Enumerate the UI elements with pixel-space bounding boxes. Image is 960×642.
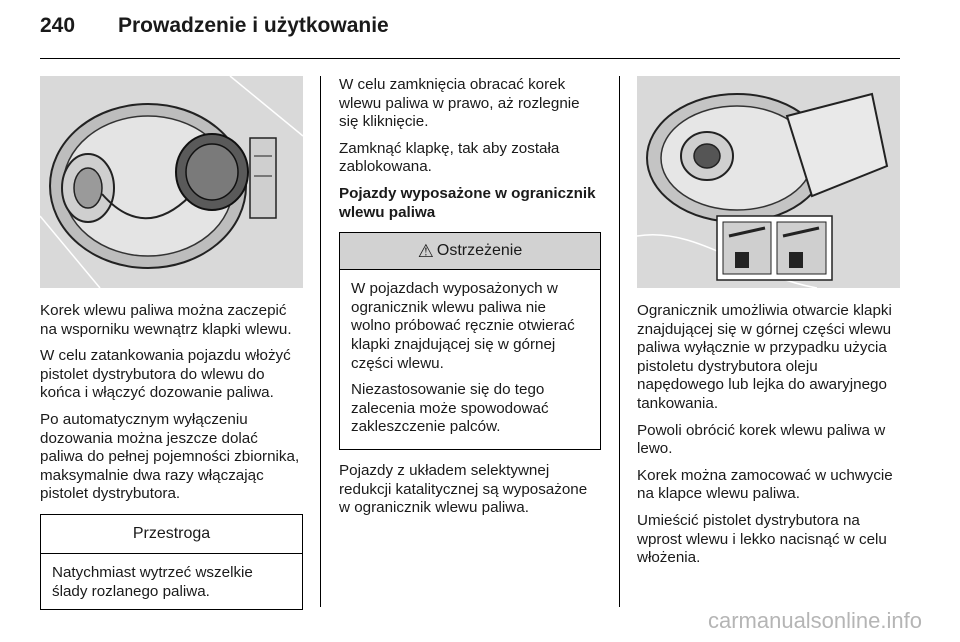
paragraph: Korek wlewu paliwa można zaczepić na wsporniku wewnątrz klapki wlewu. (40, 302, 292, 338)
paragraph: Niezastosowanie się do tego zalecenia może spowodować zakleszczenie palców. (351, 381, 549, 436)
fuel-filler-illustration (637, 76, 900, 288)
fuel-cap-drawing (40, 76, 303, 288)
column-2 (339, 76, 601, 526)
watermark: carmanualsonline.info (707, 608, 922, 633)
fuel-cap-illustration (40, 76, 303, 288)
section-subheading: Pojazdy wyposażone w ogranicznik wlewu paliwa (339, 184, 596, 221)
caution-title: Przestroga (41, 515, 302, 554)
paragraph: Po automatycznym wyłączeniu dozowania można jeszcze dolać paliwa do pełnej pojemności zbiornika, maksymalnie dwa razy włączając pistolet dystrybutora. (40, 410, 300, 503)
warning-title: Ostrzeżenie (436, 241, 523, 259)
warning-header (340, 233, 600, 270)
paragraph: Pojazdy z układem selektywnej redukcji katalitycznej są wyposażone w ogranicznik wlewu paliwa. (339, 461, 588, 517)
column-divider (619, 76, 620, 607)
paragraph: Korek można zamocować w uchwycie na klapce wlewu paliwa. (637, 466, 893, 503)
column-1 (40, 76, 303, 610)
paragraph: W pojazdach wyposażonych w ogranicznik wlewu paliwa nie wolno próbować ręcznie otwierać klapki znajdującej się w górnej części wlewu. (351, 280, 575, 372)
paragraph: Zamknąć klapkę, tak aby została zablokowana. (339, 139, 560, 176)
page-header (40, 14, 389, 46)
paragraph: Powoli obrócić korek wlewu paliwa w lewo. (637, 421, 886, 458)
warning-body (340, 270, 600, 449)
column-divider (320, 76, 321, 607)
header-rule (40, 58, 900, 59)
fuel-filler-drawing (637, 76, 900, 288)
page-title: Prowadzenie i użytkowanie (118, 14, 389, 37)
paragraph: Umieścić pistolet dystrybutora na wprost wlewu i lekko nacisnąć w celu włożenia. (637, 511, 887, 567)
column-3 (637, 76, 900, 576)
caution-text: Natychmiast wytrzeć wszelkie ślady rozlanego paliwa. (52, 563, 253, 600)
paragraph: W celu zamknięcia obracać korek wlewu paliwa w prawo, aż rozlegnie się kliknięcie. (339, 76, 580, 131)
warning-box (339, 232, 601, 450)
page-number: 240 (40, 14, 76, 37)
caution-box (40, 514, 303, 610)
paragraph: Ogranicznik umożliwia otwarcie klapki znajdującej się w górnej części wlewu paliwa wyłącznie w przypadku użycia pistoletu dystrybutora oleju napędowego lub lejka do awaryjnego tankowania. (637, 302, 892, 412)
paragraph: W celu zatankowania pojazdu włożyć pistolet dystrybutora do wlewu do końca i włączyć dozowanie paliwa. (40, 347, 291, 402)
warning-icon: ⚠ (417, 240, 434, 261)
